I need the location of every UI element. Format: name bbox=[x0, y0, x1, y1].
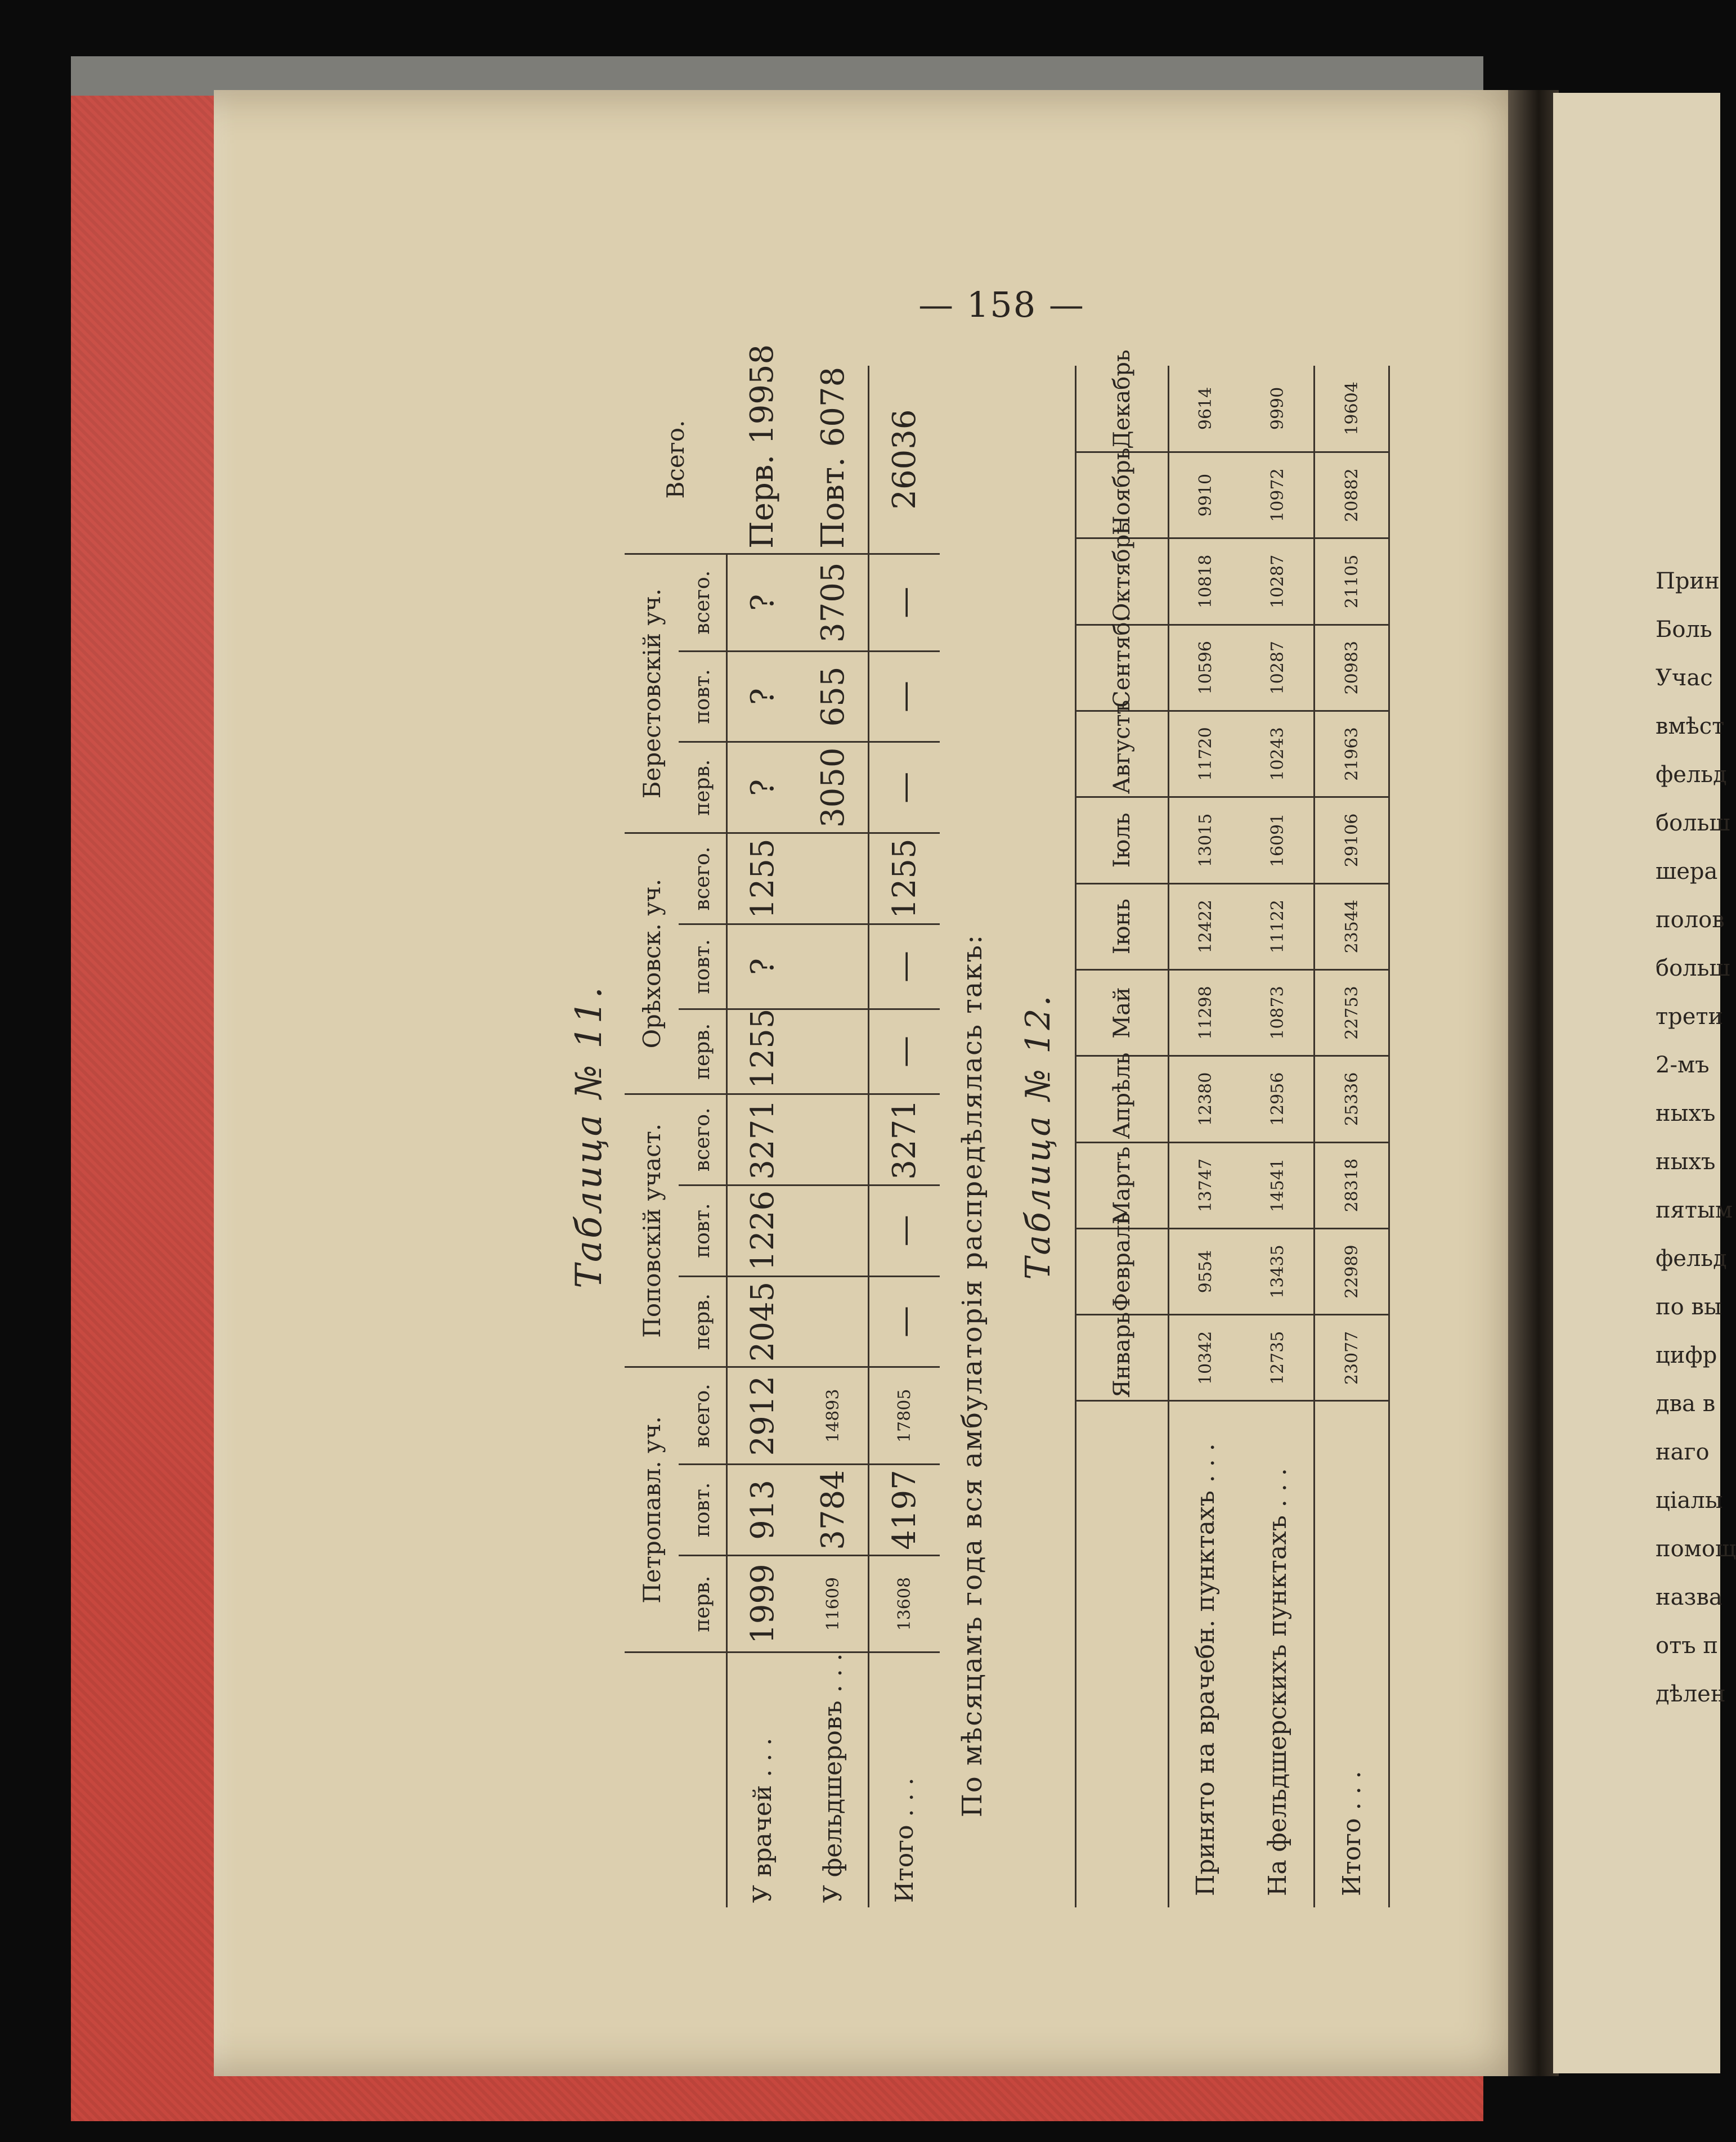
table-cell: 1255 bbox=[727, 833, 798, 924]
table-cell: 10287 bbox=[1241, 538, 1315, 625]
table-cell bbox=[798, 924, 869, 1009]
text-line: дѣлен bbox=[1656, 1681, 1726, 1707]
table-cell: 22989 bbox=[1315, 1228, 1389, 1314]
table-cell: — bbox=[869, 554, 940, 652]
table11-corner bbox=[625, 1652, 679, 1907]
table12-title: Таблица № 12. bbox=[1019, 993, 1058, 1280]
col-group-total: Всего. bbox=[625, 366, 727, 554]
subhead-povt: повт. bbox=[679, 1465, 726, 1556]
table-cell: 3705 bbox=[798, 554, 869, 652]
subhead-vsego: всего. bbox=[679, 1094, 726, 1185]
table-cell: 10972 bbox=[1241, 452, 1315, 538]
table-12 bbox=[1075, 349, 1390, 1907]
row-label: Итого . . . bbox=[869, 1652, 940, 1907]
col-group-popovsky: Поповскій участ. bbox=[625, 1094, 679, 1367]
table-cell-total: 26036 bbox=[869, 366, 940, 554]
text-line: полов bbox=[1656, 907, 1725, 933]
row-label: У врачей . . . bbox=[748, 1737, 778, 1903]
table-cell: 10818 bbox=[1169, 538, 1242, 625]
table-cell: ? bbox=[727, 924, 798, 1009]
month-header: Январь bbox=[1076, 1315, 1169, 1401]
table-cell bbox=[798, 1185, 869, 1276]
text-line: ныхъ bbox=[1656, 1101, 1716, 1126]
table-cell: 23077 bbox=[1315, 1315, 1389, 1401]
table-cell: 1999 bbox=[727, 1555, 798, 1652]
text-line: ціалы bbox=[1656, 1488, 1723, 1514]
table-cell: 11609 bbox=[798, 1555, 869, 1652]
table-cell: ? bbox=[727, 742, 798, 833]
table-row bbox=[1241, 366, 1315, 1907]
table11-subhead-blank bbox=[679, 1652, 726, 1907]
subhead-vsego: всего. bbox=[679, 554, 726, 652]
table-cell bbox=[798, 1094, 869, 1185]
subhead-perv: перв. bbox=[679, 1276, 726, 1367]
table-cell: 1226 bbox=[727, 1185, 798, 1276]
text-line: отъ п bbox=[1656, 1633, 1719, 1659]
col-group-petropavl: Петропавл. уч. bbox=[625, 1367, 679, 1652]
month-header: Декабрь bbox=[1076, 366, 1169, 452]
table-cell: — bbox=[869, 651, 940, 742]
table-cell: 13015 bbox=[1169, 797, 1242, 883]
right-page-text bbox=[1656, 557, 1736, 1718]
month-header: Апрѣль bbox=[1076, 1056, 1169, 1142]
table-cell: 13608 bbox=[869, 1555, 940, 1652]
text-line: два в bbox=[1656, 1391, 1716, 1417]
subhead-perv: перв. bbox=[679, 742, 726, 833]
page-number: — 158 — bbox=[918, 284, 1085, 325]
distribution-text: По мѣсяцамъ года вся амбулаторія распредѣлялась такъ: bbox=[957, 933, 988, 1817]
month-header: Мартъ bbox=[1076, 1142, 1169, 1228]
row-label: На фельдшерскихъ пунктахъ . . . bbox=[1263, 1468, 1292, 1896]
table-11 bbox=[625, 344, 940, 1907]
table-cell bbox=[798, 1009, 869, 1094]
col-group-orekhovsk: Орѣховск. уч. bbox=[625, 833, 679, 1094]
text-line: фельд bbox=[1656, 1246, 1727, 1272]
table-cell: 655 bbox=[798, 651, 869, 742]
table-cell: 23544 bbox=[1315, 883, 1389, 969]
text-line: шера bbox=[1656, 859, 1718, 884]
table-cell: 9554 bbox=[1169, 1228, 1242, 1314]
table-cell: 3271 bbox=[727, 1094, 798, 1185]
table-cell: 22753 bbox=[1315, 969, 1389, 1056]
subhead-vsego: всего. bbox=[679, 833, 726, 924]
month-header: Іюль bbox=[1076, 797, 1169, 883]
text-line: пятым bbox=[1656, 1197, 1733, 1223]
table-row-total bbox=[1315, 366, 1389, 1907]
subhead-povt: повт. bbox=[679, 1185, 726, 1276]
book-gutter bbox=[1508, 90, 1559, 2076]
month-header: Октябрь bbox=[1076, 538, 1169, 625]
text-line: по вы bbox=[1656, 1294, 1722, 1320]
table-cell: — bbox=[869, 1009, 940, 1094]
text-line: Боль bbox=[1656, 617, 1712, 643]
table-cell: 13747 bbox=[1169, 1142, 1242, 1228]
table-cell: — bbox=[869, 1276, 940, 1367]
table-cell: 10287 bbox=[1241, 625, 1315, 711]
table-cell: 913 bbox=[727, 1465, 798, 1556]
subhead-vsego: всего. bbox=[679, 1367, 726, 1465]
table-cell: — bbox=[869, 1185, 940, 1276]
month-header: Сентяб. bbox=[1076, 625, 1169, 711]
table-row-total bbox=[869, 366, 940, 1907]
table-cell: 3784 bbox=[798, 1465, 869, 1556]
text-line: назва bbox=[1656, 1584, 1722, 1610]
table-cell: 16091 bbox=[1241, 797, 1315, 883]
text-line: помощ bbox=[1656, 1536, 1736, 1562]
text-line: ныхъ bbox=[1656, 1149, 1716, 1175]
table-cell: 9910 bbox=[1169, 452, 1242, 538]
text-line: Прин bbox=[1656, 568, 1720, 594]
table-cell: 9990 bbox=[1241, 366, 1315, 452]
table-cell: 2912 bbox=[727, 1367, 798, 1465]
text-line: фельд bbox=[1656, 762, 1727, 788]
month-header: Іюнь bbox=[1076, 883, 1169, 969]
row-label: Итого . . . bbox=[1315, 1401, 1389, 1907]
subhead-perv: перв. bbox=[679, 1555, 726, 1652]
table-cell: 25336 bbox=[1315, 1056, 1389, 1142]
text-line: 2-мъ bbox=[1656, 1052, 1710, 1078]
table-cell bbox=[798, 1276, 869, 1367]
table-cell: 12380 bbox=[1169, 1056, 1242, 1142]
table-cell: — bbox=[869, 742, 940, 833]
table-cell: 3050 bbox=[798, 742, 869, 833]
table-cell: 29106 bbox=[1315, 797, 1389, 883]
table-cell: 11720 bbox=[1169, 711, 1242, 797]
month-header: Августъ bbox=[1076, 711, 1169, 797]
table-cell: 11298 bbox=[1169, 969, 1242, 1056]
table-cell: 12956 bbox=[1241, 1056, 1315, 1142]
table-cell: 3271 bbox=[869, 1094, 940, 1185]
table-cell: ? bbox=[727, 651, 798, 742]
text-line: больш bbox=[1656, 810, 1730, 836]
table-cell: 21105 bbox=[1315, 538, 1389, 625]
subhead-perv: перв. bbox=[679, 1009, 726, 1094]
table-cell: — bbox=[869, 924, 940, 1009]
subhead-povt: повт. bbox=[679, 651, 726, 742]
month-header: Ноябрь bbox=[1076, 452, 1169, 538]
table-cell: 28318 bbox=[1315, 1142, 1389, 1228]
table-cell: 14893 bbox=[798, 1367, 869, 1465]
table-cell: 10596 bbox=[1169, 625, 1242, 711]
month-header: Февраль bbox=[1076, 1228, 1169, 1314]
col-group-berestovsky: Берестовскій уч. bbox=[625, 554, 679, 833]
table-cell: 1255 bbox=[869, 833, 940, 924]
text-line: трети bbox=[1656, 1004, 1724, 1030]
table-row bbox=[727, 366, 798, 1907]
table-cell: 10243 bbox=[1241, 711, 1315, 797]
table-cell: 20882 bbox=[1315, 452, 1389, 538]
text-line: больш bbox=[1656, 955, 1730, 981]
table-row bbox=[798, 366, 869, 1907]
table-cell: 10342 bbox=[1169, 1315, 1242, 1401]
table11-title: Таблица № 11. bbox=[568, 985, 610, 1288]
table-cell: 12422 bbox=[1169, 883, 1242, 969]
table-cell: 4197 bbox=[869, 1465, 940, 1556]
table-cell: 13435 bbox=[1241, 1228, 1315, 1314]
table-cell: 17805 bbox=[869, 1367, 940, 1465]
table-cell: 11122 bbox=[1241, 883, 1315, 969]
table-cell-total: Повт. 6078 bbox=[798, 366, 869, 554]
table-cell: ? bbox=[727, 554, 798, 652]
table-cell: 2045 bbox=[727, 1276, 798, 1367]
row-label: У фельдшеровъ . . . bbox=[818, 1653, 847, 1903]
text-line: цифр bbox=[1656, 1342, 1717, 1368]
table-cell: 9614 bbox=[1169, 366, 1242, 452]
text-line: Учас bbox=[1656, 665, 1713, 691]
rotated-content bbox=[568, 344, 1502, 1907]
text-line: наго bbox=[1656, 1439, 1710, 1465]
table-cell bbox=[798, 833, 869, 924]
text-line: вмѣст bbox=[1656, 713, 1725, 739]
subhead-povt: повт. bbox=[679, 924, 726, 1009]
table-row bbox=[1169, 366, 1242, 1907]
table-cell: 10873 bbox=[1241, 969, 1315, 1056]
table-cell: 14541 bbox=[1241, 1142, 1315, 1228]
table-cell: 21963 bbox=[1315, 711, 1389, 797]
table12-corner bbox=[1076, 1401, 1169, 1907]
table-cell: 20983 bbox=[1315, 625, 1389, 711]
table-cell: 1255 bbox=[727, 1009, 798, 1094]
table-cell: 19604 bbox=[1315, 366, 1389, 452]
month-header: Май bbox=[1076, 969, 1169, 1056]
table-cell: 12735 bbox=[1241, 1315, 1315, 1401]
table-cell-total: Перв. 19958 bbox=[727, 366, 798, 554]
row-label: Принято на врачебн. пунктахъ . . . bbox=[1191, 1443, 1220, 1896]
